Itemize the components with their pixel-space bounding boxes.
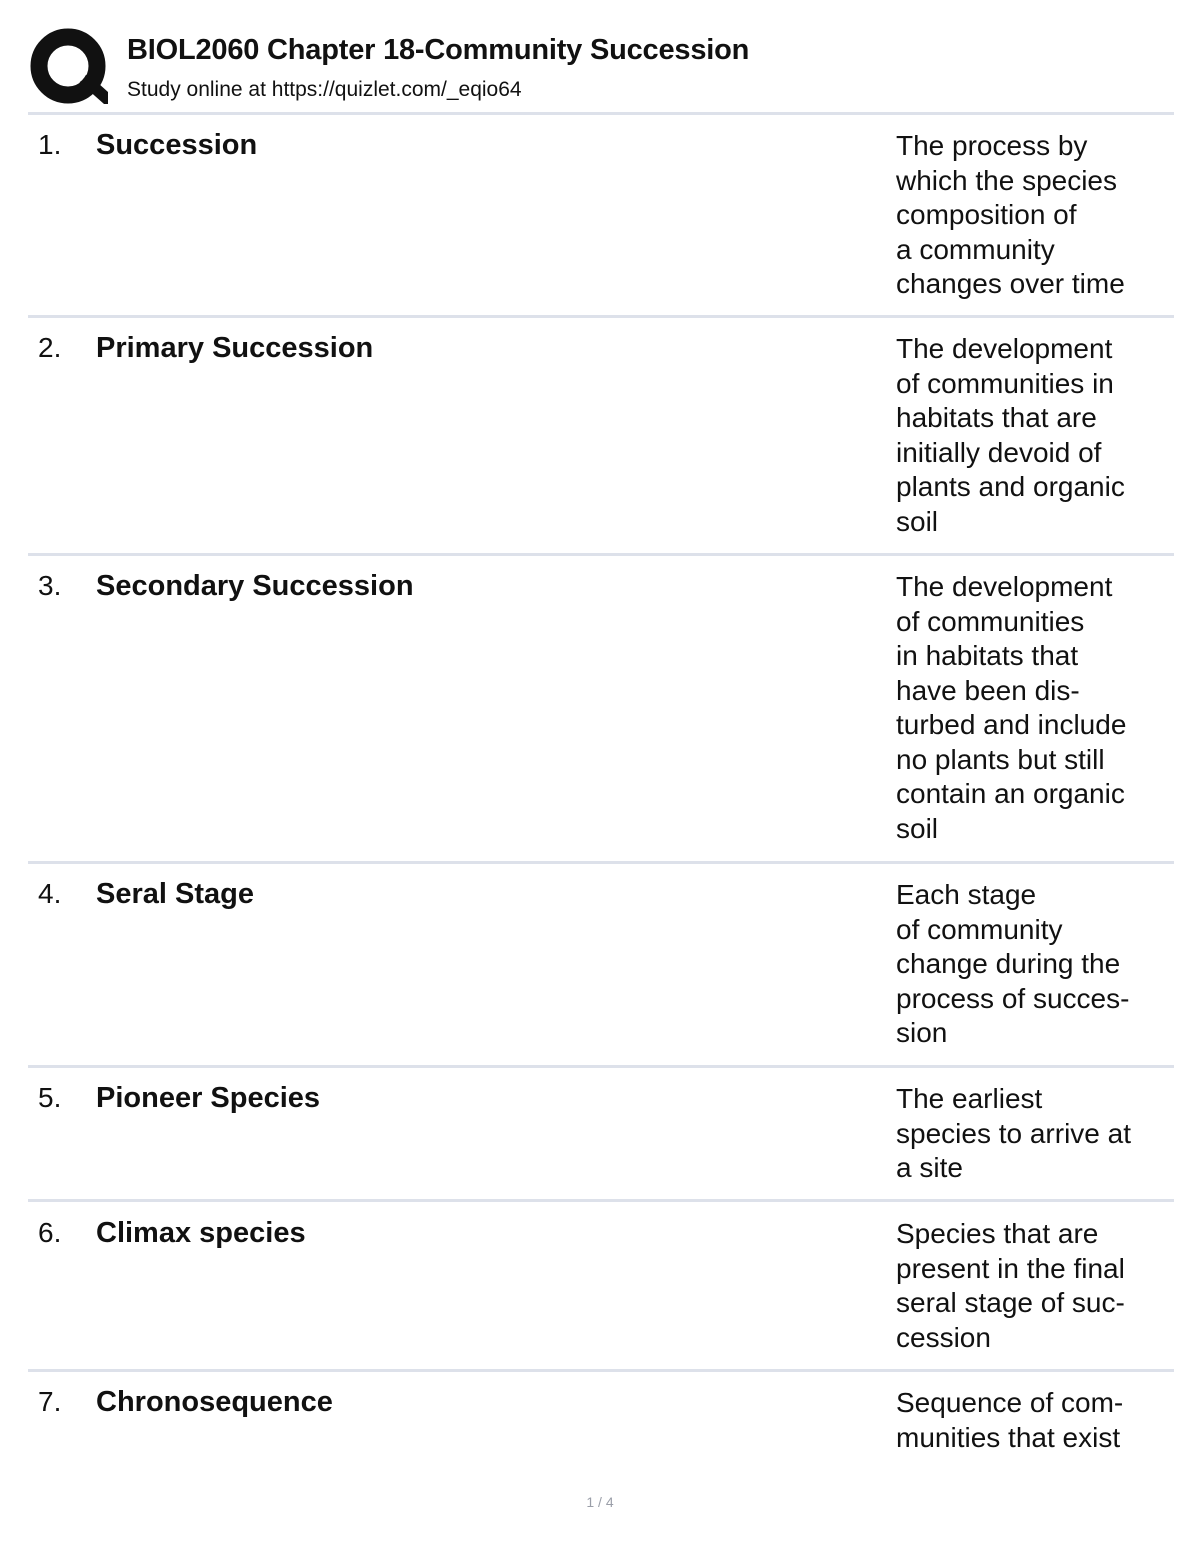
card-number: 5.	[38, 1082, 62, 1113]
card-term: Chronosequence	[96, 1386, 333, 1418]
card-definition: The process by which the species composition of a community changes over time	[896, 130, 1125, 299]
card-number: 6.	[38, 1217, 62, 1248]
flashcard-row	[28, 1376, 1174, 1466]
document-header	[28, 26, 1174, 112]
flashcard-row	[28, 1207, 1174, 1369]
flashcard-row	[28, 868, 1174, 1065]
card-definition: Each stage of community change during the process of succes- sion	[896, 879, 1130, 1048]
divider	[28, 1065, 1174, 1068]
card-definition: The earliest species to arrive at a site	[896, 1083, 1131, 1183]
flashcard-row	[28, 322, 1174, 553]
card-number: 3.	[38, 570, 62, 601]
divider	[28, 1199, 1174, 1202]
card-number: 4.	[38, 878, 62, 909]
card-number: 1.	[38, 129, 62, 160]
divider	[28, 112, 1174, 115]
divider	[28, 553, 1174, 556]
card-definition: Species that are present in the final seral stage of suc- cession	[896, 1218, 1125, 1353]
card-term: Primary Succession	[96, 332, 374, 364]
flashcard-row	[28, 1072, 1174, 1199]
card-definition: Sequence of com- munities that exist	[896, 1387, 1124, 1453]
card-term: Secondary Succession	[96, 570, 414, 602]
card-definition: The development of communities in habitats that are initially devoid of plants and organic soil	[896, 333, 1125, 537]
divider	[28, 315, 1174, 318]
page-indicator: 1 / 4	[586, 1494, 614, 1510]
study-link-text: Study online at https://quizlet.com/_eqio64	[127, 78, 522, 101]
card-term: Pioneer Species	[96, 1082, 321, 1114]
card-number: 7.	[38, 1386, 62, 1417]
card-number: 2.	[38, 332, 62, 363]
card-term: Climax species	[96, 1217, 306, 1249]
quizlet-logo-icon	[30, 28, 108, 106]
flashcard-row	[28, 119, 1174, 315]
card-term: Succession	[96, 129, 258, 161]
card-term: Seral Stage	[96, 878, 254, 910]
divider	[28, 861, 1174, 864]
card-definition: The development of communities in habitats that have been dis- turbed and include no plants but still contain an organic soil	[896, 571, 1127, 844]
divider	[28, 1369, 1174, 1372]
document-title: BIOL2060 Chapter 18-Community Succession	[127, 34, 750, 66]
flashcard-row	[28, 560, 1174, 861]
